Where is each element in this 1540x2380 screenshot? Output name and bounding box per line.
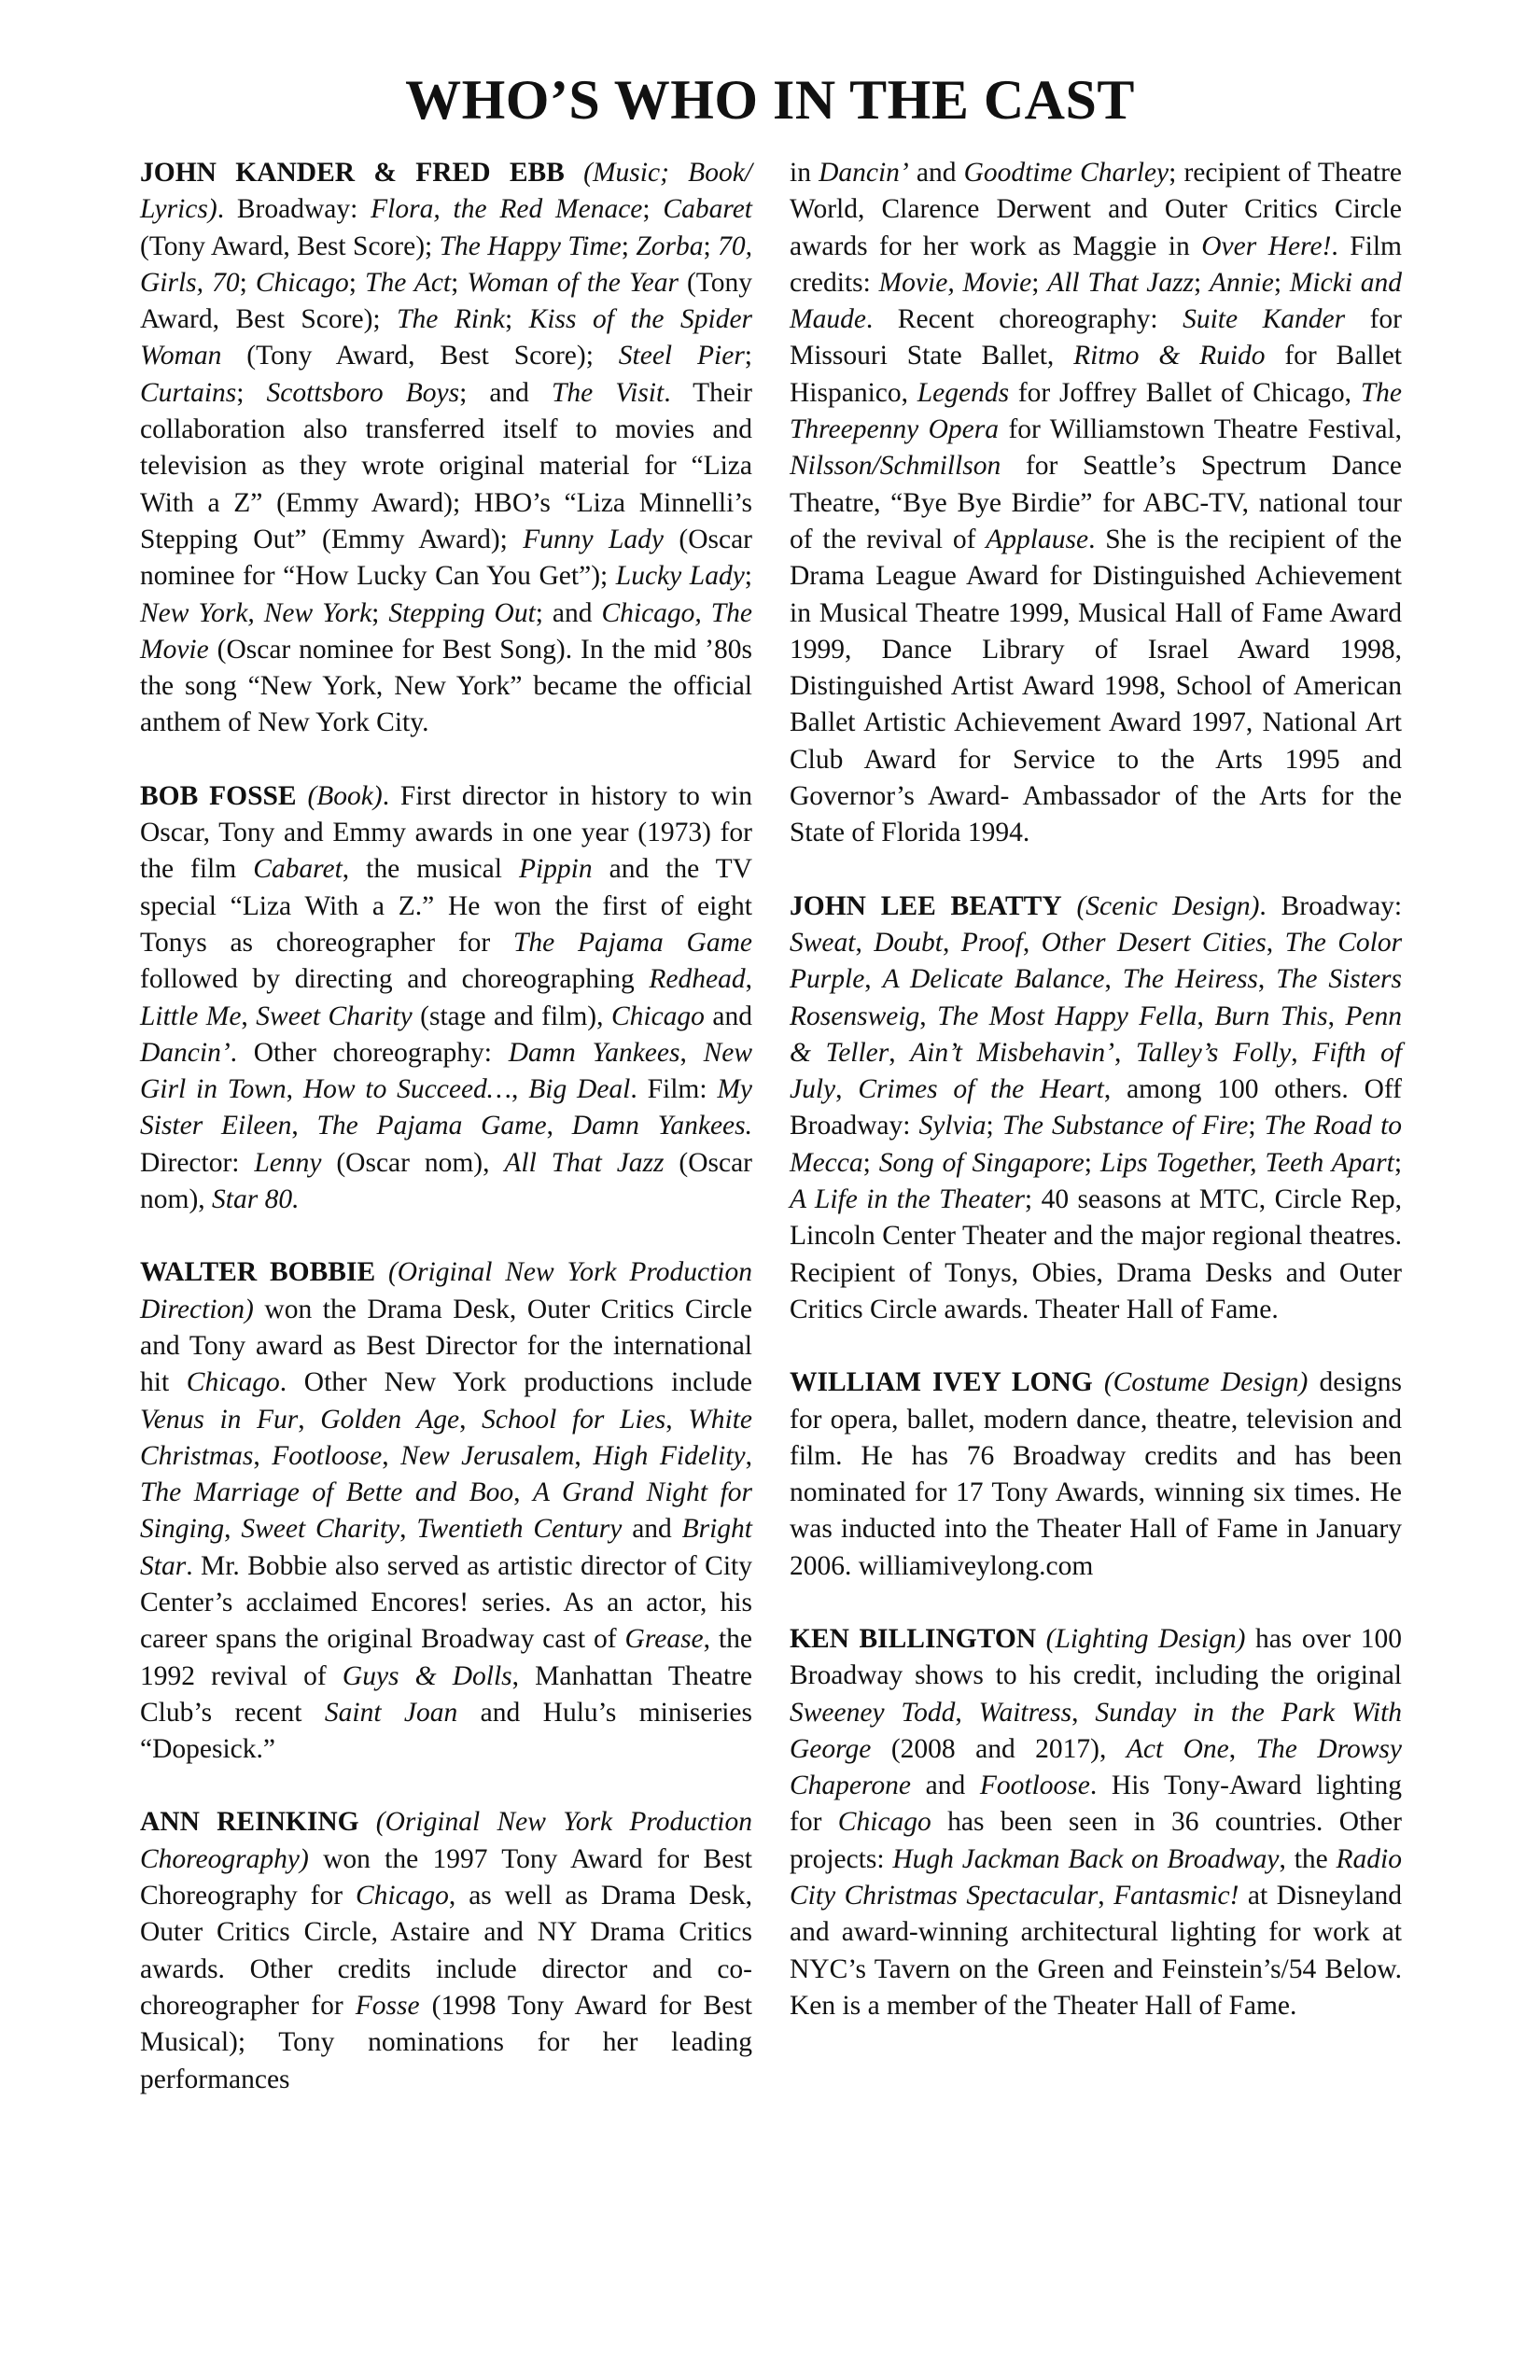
italic-title-text: Fantasmic! [1113,1881,1239,1911]
italic-title-text: Ain’t Misbehavin’ [910,1037,1114,1068]
body-text: ; [986,1111,1002,1141]
body-text: won the Drama Desk, Outer Critics Circle and Tony award as Best Director for the international hit [140,1294,752,1398]
italic-title-text: Sweeney Todd [790,1697,956,1728]
italic-title-text: Guys & Dolls [342,1660,512,1691]
italic-title-text: Footloose [979,1771,1090,1801]
bio-body [790,1624,1402,2021]
body-text: , [1022,927,1042,958]
body-text: ; [451,267,468,298]
body-text: for Ballet Hispanico, [790,341,1402,408]
body-text: , [574,1440,594,1471]
italic-title-text: Venus in Fur [140,1404,299,1435]
body-text [1093,1367,1104,1397]
body-text: and [908,158,964,188]
body-text: , [919,1001,938,1031]
right-column [790,155,1402,2061]
body-text: , [546,1111,572,1141]
body-text [375,1257,388,1287]
body-text: . Other New York productions include [279,1367,752,1398]
italic-title-text: The Substance of Fire [1001,1111,1249,1141]
bio-kander-ebb [140,155,752,742]
body-text: designs for opera, ballet, modern dance, theatre, television and film. He has 76 Broadway credits and has been nominated for 17 Tony Awards, winning six times. He was inducted into the Theater Hall of Fame in January 2006. williamiveylong.com [790,1367,1402,1581]
body-text: at Disneyland and award-winning architectural lighting for work at NYC’s Tavern on the Green and Feinstein’s/54 Below. Ken is a member of the Theater Hall of Fame. [790,1881,1403,2021]
italic-title-text: Scottsboro Boys [266,377,460,408]
italic-title-text: My Sister Eileen [140,1074,753,1141]
bio-ann-reinking [140,1804,752,2097]
italic-title-text: Footloose [272,1440,383,1471]
italic-title-text: All That Jazz [504,1147,665,1178]
bio-body [140,158,752,737]
italic-title-text: The Threepenny Opera [790,377,1402,445]
italic-title-text: New Jerusalem [400,1440,575,1471]
italic-title-text: Goodtime Charley [963,158,1169,188]
body-text: ; recipient of Theatre World, Clarence Derwent and Outer Critics Circle awards for her work as Maggie in [790,158,1403,261]
body-text: (Oscar nominee for Best Song). In the mid ’80s the song “New York, New York” became the official anthem of New York City. [140,634,752,738]
italic-title-text: Sweet Charity [256,1001,413,1031]
italic-title-text: Stepping Out [388,597,536,628]
body-text: , [835,1074,859,1105]
bio-name: JOHN LEE BEATTY [790,890,1062,921]
italic-title-text: Other Desert Cities [1041,927,1267,958]
italic-title-text: Movie, Movie [878,267,1032,298]
italic-title-text: Sweat [790,927,856,958]
body-text: , [1071,1697,1096,1728]
body-text: , [745,964,752,995]
body-text: ; [1393,1147,1403,1178]
page-title: WHO’S WHO IN THE CAST [405,69,1135,131]
left-column [140,155,752,2135]
body-text: , the musical [342,854,519,885]
body-text: , [1197,1001,1215,1031]
italic-title-text: Steel Pier [618,341,745,371]
bio-body [140,1807,752,2093]
italic-title-text: Chicago [355,1881,449,1911]
italic-title-text: Fifth of July [790,1037,1403,1105]
italic-title-text: The Most Happy Fella [937,1001,1197,1031]
body-text: , [1113,1037,1136,1068]
italic-title-text: Nilsson/Schmillson [790,451,1001,482]
italic-title-text: Chicago [610,1001,705,1031]
body-text: . Their collaboration also transferred itself to movies and television as they wrote original material for “Liza With a Z” (Emmy Award); HBO’s “Liza Minnelli’s Stepping Out” (Emmy Award); [140,377,752,554]
italic-title-text: Suite Kander [1183,304,1346,335]
italic-title-text: A Life in the Theater [790,1184,1025,1215]
italic-title-text: Golden Age [320,1404,460,1435]
italic-title-text: The Marriage of Bette and Boo [140,1477,514,1508]
bio-name: JOHN KANDER & FRED EBB [140,158,565,188]
body-text: ; and [535,597,602,628]
body-text: Director: [140,1147,255,1178]
italic-title-text: Little Me [140,1001,242,1031]
body-text: , [291,1111,317,1141]
italic-title-text: Radio City Christmas Spectacular [790,1843,1402,1911]
italic-title-text: Big Deal [528,1074,631,1105]
italic-title-text: Lucky Lady [615,561,745,592]
italic-title-text: Pippin [518,854,593,885]
body-text: and [622,1514,682,1545]
body-text: , [745,1440,752,1471]
italic-title-text: Dancin’ [140,1037,231,1068]
italic-title-text: A Grand Night for Singing [140,1477,753,1545]
italic-title-text: New Girl in Town [140,1037,753,1105]
body-text: . She is the recipient of the Drama League Award for Distinguished Achievement in Musical Theatre 1999, Musical Hall of Fame Award 1999, Dance Library of Israel Award 1998, Distinguished Artist Award 1998, School of American Ballet Artistic Achievement Award 1997, National Art Club Award for Service to the Arts 1995 and Governor’s Award- Ambassador of the Arts for the State of Florida 1994. [790,524,1402,848]
body-text: . Film credits: [790,231,1403,298]
body-text: . Recent choreography: [865,304,1183,335]
body-text: . Other choreography: [230,1037,509,1068]
italic-title-text: Talley’s Folly [1135,1037,1292,1068]
body-text: ; [348,267,366,298]
italic-title-text: Sweet Charity [241,1514,400,1545]
body-text: and [704,1001,752,1031]
bio-john-lee-beatty [790,889,1402,1329]
italic-title-text: Chicago [186,1367,280,1398]
body-text: , [382,1440,401,1471]
italic-title-text: Fosse [355,1990,420,2021]
body-text: , [1228,1733,1256,1764]
italic-title-text: (Music; Book/ Lyrics) [140,158,752,225]
italic-title-text: Over Here! [1201,231,1332,261]
italic-title-text: (Lighting Design) [1045,1623,1246,1654]
body-text: in [790,158,819,188]
italic-title-text: Penn & Teller [790,1001,1402,1068]
body-text: , [298,1404,321,1435]
body-text: ; [371,597,389,628]
italic-title-text: Twentieth Century [416,1514,623,1545]
body-text: . Film: [630,1074,718,1105]
italic-title-text: Damn Yankees [508,1037,680,1068]
italic-title-text: (Scenic Design) [1076,890,1260,921]
body-text: (Oscar nom), [321,1147,505,1178]
body-text: (Tony Award, Best Score); [221,341,619,371]
body-text: , [511,1074,529,1105]
italic-title-text: The Happy Time [439,231,622,261]
italic-title-text: (Costume Design) [1103,1367,1309,1398]
bio-body [790,891,1402,1324]
italic-title-text: New York, New York [140,597,372,628]
body-text: , [459,1404,483,1435]
body-text: , [1098,1881,1114,1911]
body-text: , [286,1074,303,1105]
italic-title-text: Burn This [1214,1001,1328,1031]
bio-ann-reinking-continued [790,155,1402,852]
italic-title-text: Flora, the Red Menace [371,194,643,225]
body-text: (2008 and 2017), [871,1733,1127,1764]
body-text: ; [1031,267,1048,298]
italic-title-text: (Book) [307,780,383,811]
italic-title-text: Zorba [636,231,704,261]
body-text: ; [744,341,752,371]
italic-title-text: Cabaret [253,854,343,885]
body-text: , [1291,1037,1313,1068]
italic-title-text: (Original New York Production Choreography) [140,1807,752,1874]
body-text [297,781,308,811]
italic-title-text: Funny Lady [523,524,664,554]
body-text: ; and [459,377,552,408]
body-text: ; [1248,1111,1265,1141]
italic-title-text: 70, Girls, 70 [140,231,753,298]
italic-title-text: Sylvia [918,1111,987,1141]
body-text: , [513,1477,533,1508]
body-text: , [1327,1001,1346,1031]
italic-title-text: Curtains [140,377,237,408]
body-text: (Oscar nominee for “How Lucky Can You Get”); [140,524,752,592]
body-text: for Joffrey Ballet of Chicago, [1009,377,1361,408]
body-text: , [241,1001,257,1031]
italic-title-text: The Act [365,267,452,298]
italic-title-text: The Heiress [1122,964,1258,995]
body-text: . Mr. Bobbie also served as artistic director of City Center’s acclaimed Encores! series. As an actor, his career spans the original Broadway cast of [140,1550,752,1655]
body-text: won the 1997 Tony Award for Best Choreography for [140,1843,752,1911]
body-text: ; [1194,267,1211,298]
body-text: , the 1992 revival of [140,1624,752,1691]
bio-walter-bobbie [140,1254,752,1768]
body-text: , [943,927,961,958]
bio-ken-billington [790,1621,1402,2024]
body-text: , [253,1440,273,1471]
italic-title-text: High Fidelity [593,1440,746,1471]
body-text [565,158,583,188]
italic-title-text: The Pajama Game [316,1111,547,1141]
body-text: for Missouri State Ballet, [790,304,1402,371]
italic-title-text: A Delicate Balance [882,964,1105,995]
italic-title-text: Micki and Maude [790,267,1403,335]
body-text: (1998 Tony Award for Best Musical); Tony nominations for her leading performances [140,1990,752,2094]
body-text: (Tony Award, Best Score); [140,231,440,261]
bio-body [790,1367,1402,1580]
italic-title-text: Lenny [254,1147,322,1178]
italic-title-text: Ritmo & Ruido [1073,341,1266,371]
italic-title-text: Crimes of the Heart [858,1074,1104,1105]
italic-title-text: Bright Star [140,1514,753,1581]
body-text: ; [744,561,752,592]
italic-title-text: School for Lies [482,1404,666,1435]
body-text [1062,891,1077,921]
body-text: (stage and film), [412,1001,611,1031]
bio-body [140,1257,752,1764]
body-text: ; [236,377,267,408]
body-text: . Broadway: [217,194,371,225]
italic-title-text: Hugh Jackman Back on Broadway [892,1843,1280,1874]
body-text: , as well as Drama Desk, Outer Critics Circle, Astaire and NY Drama Critics awards. Other credits include director and co-choreographer for [140,1881,752,2021]
body-text [1036,1624,1046,1654]
italic-title-text: How to Succeed… [302,1074,512,1105]
body-text: ; [621,231,637,261]
bio-bob-fosse [140,778,752,1219]
bio-name: WALTER BOBBIE [140,1257,376,1288]
bio-name: BOB FOSSE [140,780,297,811]
body-text: ; 40 seasons at MTC, Circle Rep, Lincoln Center Theater and the major regional theatres. Recipient of Tonys, Obies, Drama Desks and Outer Critics Circle awards. Theater Hall of Fame. [790,1184,1402,1324]
body-text: , [665,1404,689,1435]
body-text: ; [1273,267,1290,298]
body-text: and the TV special “Liza With a Z.” He won the first of eight Tonys as choreographer for [140,854,752,958]
italic-title-text: Proof [960,927,1023,958]
italic-title-text: Act One [1126,1733,1229,1764]
body-text: , [955,1697,979,1728]
body-text: and [911,1771,980,1801]
body-text: , [399,1514,417,1545]
italic-title-text: The Pajama Game [513,927,752,958]
body-text: followed by directing and choreographing [140,964,650,995]
italic-title-text: The Sisters Rosensweig [790,964,1403,1031]
italic-title-text: Woman of the Year [467,267,679,298]
body-text: ; [703,231,719,261]
italic-title-text: Applause [986,524,1089,554]
italic-title-text: Lips Together, Teeth Apart [1099,1147,1394,1178]
italic-title-text: Annie [1210,267,1274,298]
body-text: ; [239,267,256,298]
bio-name: WILLIAM IVEY LONG [790,1367,1093,1398]
italic-title-text: Chicago [255,267,349,298]
body-text: , [864,964,883,995]
body-text: , among 100 others. Off Broadway: [790,1074,1402,1141]
italic-title-text: The Visit [551,377,665,408]
body-text: , [855,927,875,958]
body-text: has been seen in 36 countries. Other projects: [790,1807,1402,1874]
italic-title-text: Song of Singapore [878,1147,1085,1178]
italic-title-text: Doubt [874,927,943,958]
body-text: ; [504,304,529,335]
body-text: , [889,1037,911,1068]
body-text: . His Tony-Award lighting for [790,1771,1402,1838]
body-text: , [224,1514,242,1545]
italic-title-text: Kiss of the Spider Woman [140,304,753,371]
italic-title-text: The Rink [397,304,505,335]
italic-title-text: Chicago [837,1807,931,1838]
body-text: has over 100 Broadway shows to his credit, including the original [790,1623,1403,1691]
bio-name: KEN BILLINGTON [790,1623,1037,1654]
body-text: , [679,1037,704,1068]
italic-title-text: Dancin’ [819,158,909,188]
italic-title-text: All That Jazz [1047,267,1195,298]
bio-name: ANN REINKING [140,1807,359,1838]
body-text: ; [862,1147,879,1178]
body-text [359,1807,376,1837]
body-text: . First director in history to win Oscar, Tony and Emmy awards in one year (1973) for the film [140,780,752,885]
body-text: ; [1084,1147,1100,1178]
italic-title-text: Grease [624,1624,704,1655]
italic-title-text: Saint Joan [324,1697,458,1728]
italic-title-text: White Christmas [140,1404,753,1471]
body-text: , [1104,964,1123,995]
body-text: . Broadway: [1259,890,1403,921]
body-text: for Seattle’s Spectrum Dance Theatre, “Bye Bye Birdie” for ABC-TV, national tour of the revival of [790,451,1402,554]
italic-title-text: Cabaret [663,194,753,225]
body-text: for Williamstown Theatre Festival, [999,414,1403,445]
body-text: , the [1279,1843,1337,1874]
body-text: (Tony Award, Best Score); [140,267,753,335]
body-text: , [1257,964,1277,995]
italic-title-text: Sunday in the Park With George [790,1697,1403,1764]
italic-title-text: The Drowsy Chaperone [790,1733,1402,1801]
italic-title-text: The Color Purple [790,927,1403,995]
italic-title-text: Waitress [978,1697,1072,1728]
italic-title-text: Redhead [649,964,746,995]
italic-title-text: Chicago, The Movie [140,597,753,665]
italic-title-text: Legends [917,377,1010,408]
body-text: ; [642,194,664,225]
bio-william-ivey-long [790,1365,1402,1585]
italic-title-text: Star 80. [212,1184,300,1215]
italic-title-text: (Original New York Production Direction) [140,1257,752,1324]
body-text: , Manhattan Theatre Club’s recent [140,1660,753,1728]
bio-body [140,781,752,1214]
italic-title-text: Damn Yankees. [571,1111,752,1141]
body-text: , [1266,927,1285,958]
italic-title-text: The Road to Mecca [790,1111,1403,1178]
bio-body [790,158,1402,847]
body-text: (Oscar nom), [140,1147,753,1215]
body-text: and Hulu’s miniseries “Dopesick.” [140,1697,752,1765]
